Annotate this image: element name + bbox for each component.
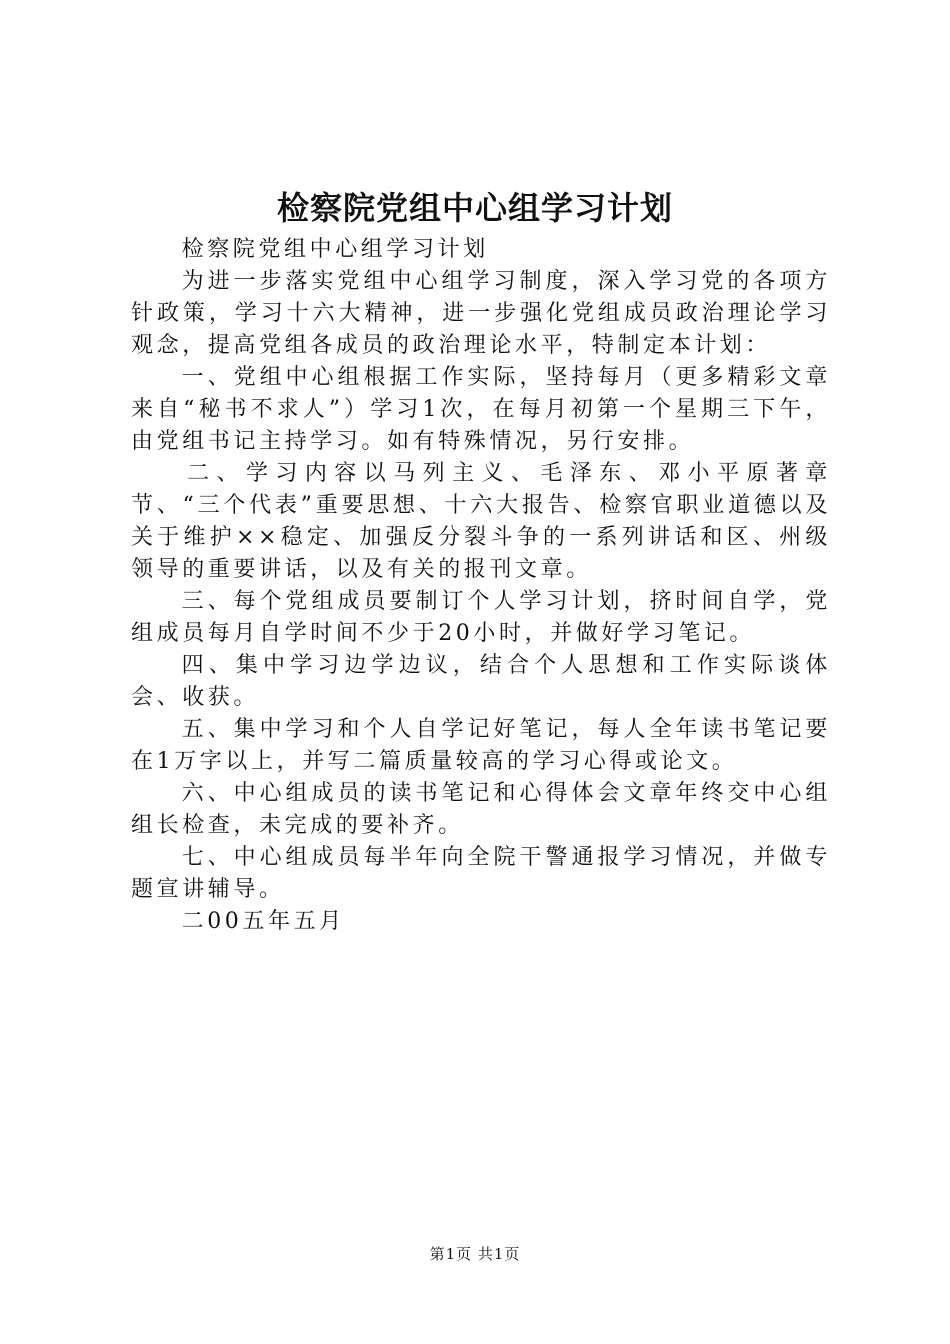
paragraph-item-6: 六、中心组成员的读书笔记和心得体会文章年终交中心组组长检查，未完成的要补齐。 <box>131 781 831 838</box>
paragraph-intro: 为进一步落实党组中心组学习制度，深入学习党的各项方针政策，学习十六大精神，进一步强化党组成员政治理论学习观念，提高党组各成员的政治理论水平，特制定本计划： <box>131 269 831 358</box>
paragraph-heading: 检察院党组中心组学习计划 <box>181 237 489 262</box>
paragraph-item-2: 二、学习内容以马列主义、毛泽东、邓小平原著章节、“三个代表”重要思想、十六大报告、检察官职业道德以及关于维护××稳定、加强反分裂斗争的一系列讲话和区、州级领导的重要讲话，以及有关的报刊文章。 <box>131 461 831 582</box>
paragraph-item-7: 七、中心组成员每半年向全院干警通报学习情况，并做专题宣讲辅导。 <box>131 845 831 902</box>
document-body <box>131 234 831 938</box>
page-footer: 第1页 共1页 <box>429 1245 521 1263</box>
document-title: 检察院党组中心组学习计划 <box>276 189 673 227</box>
paragraph-item-1: 一、党组中心组根据工作实际，坚持每月（更多精彩文章来自“秘书不求人”）学习1次，在每月初第一个星期三下午，由党组书记主持学习。如有特殊情况，另行安排。 <box>131 365 831 454</box>
paragraph-item-5: 五、集中学习和个人自学记好笔记，每人全年读书笔记要在1万字以上，并写二篇质量较高的学习心得或论文。 <box>131 717 831 774</box>
paragraph-item-3: 三、每个党组成员要制订个人学习计划，挤时间自学，党组成员每月自学时间不少于20小时，并做好学习笔记。 <box>131 589 831 646</box>
paragraph-date: 二00五年五月 <box>181 909 345 934</box>
paragraph-item-4: 四、集中学习边学边议，结合个人思想和工作实际谈体会、收获。 <box>131 653 831 710</box>
